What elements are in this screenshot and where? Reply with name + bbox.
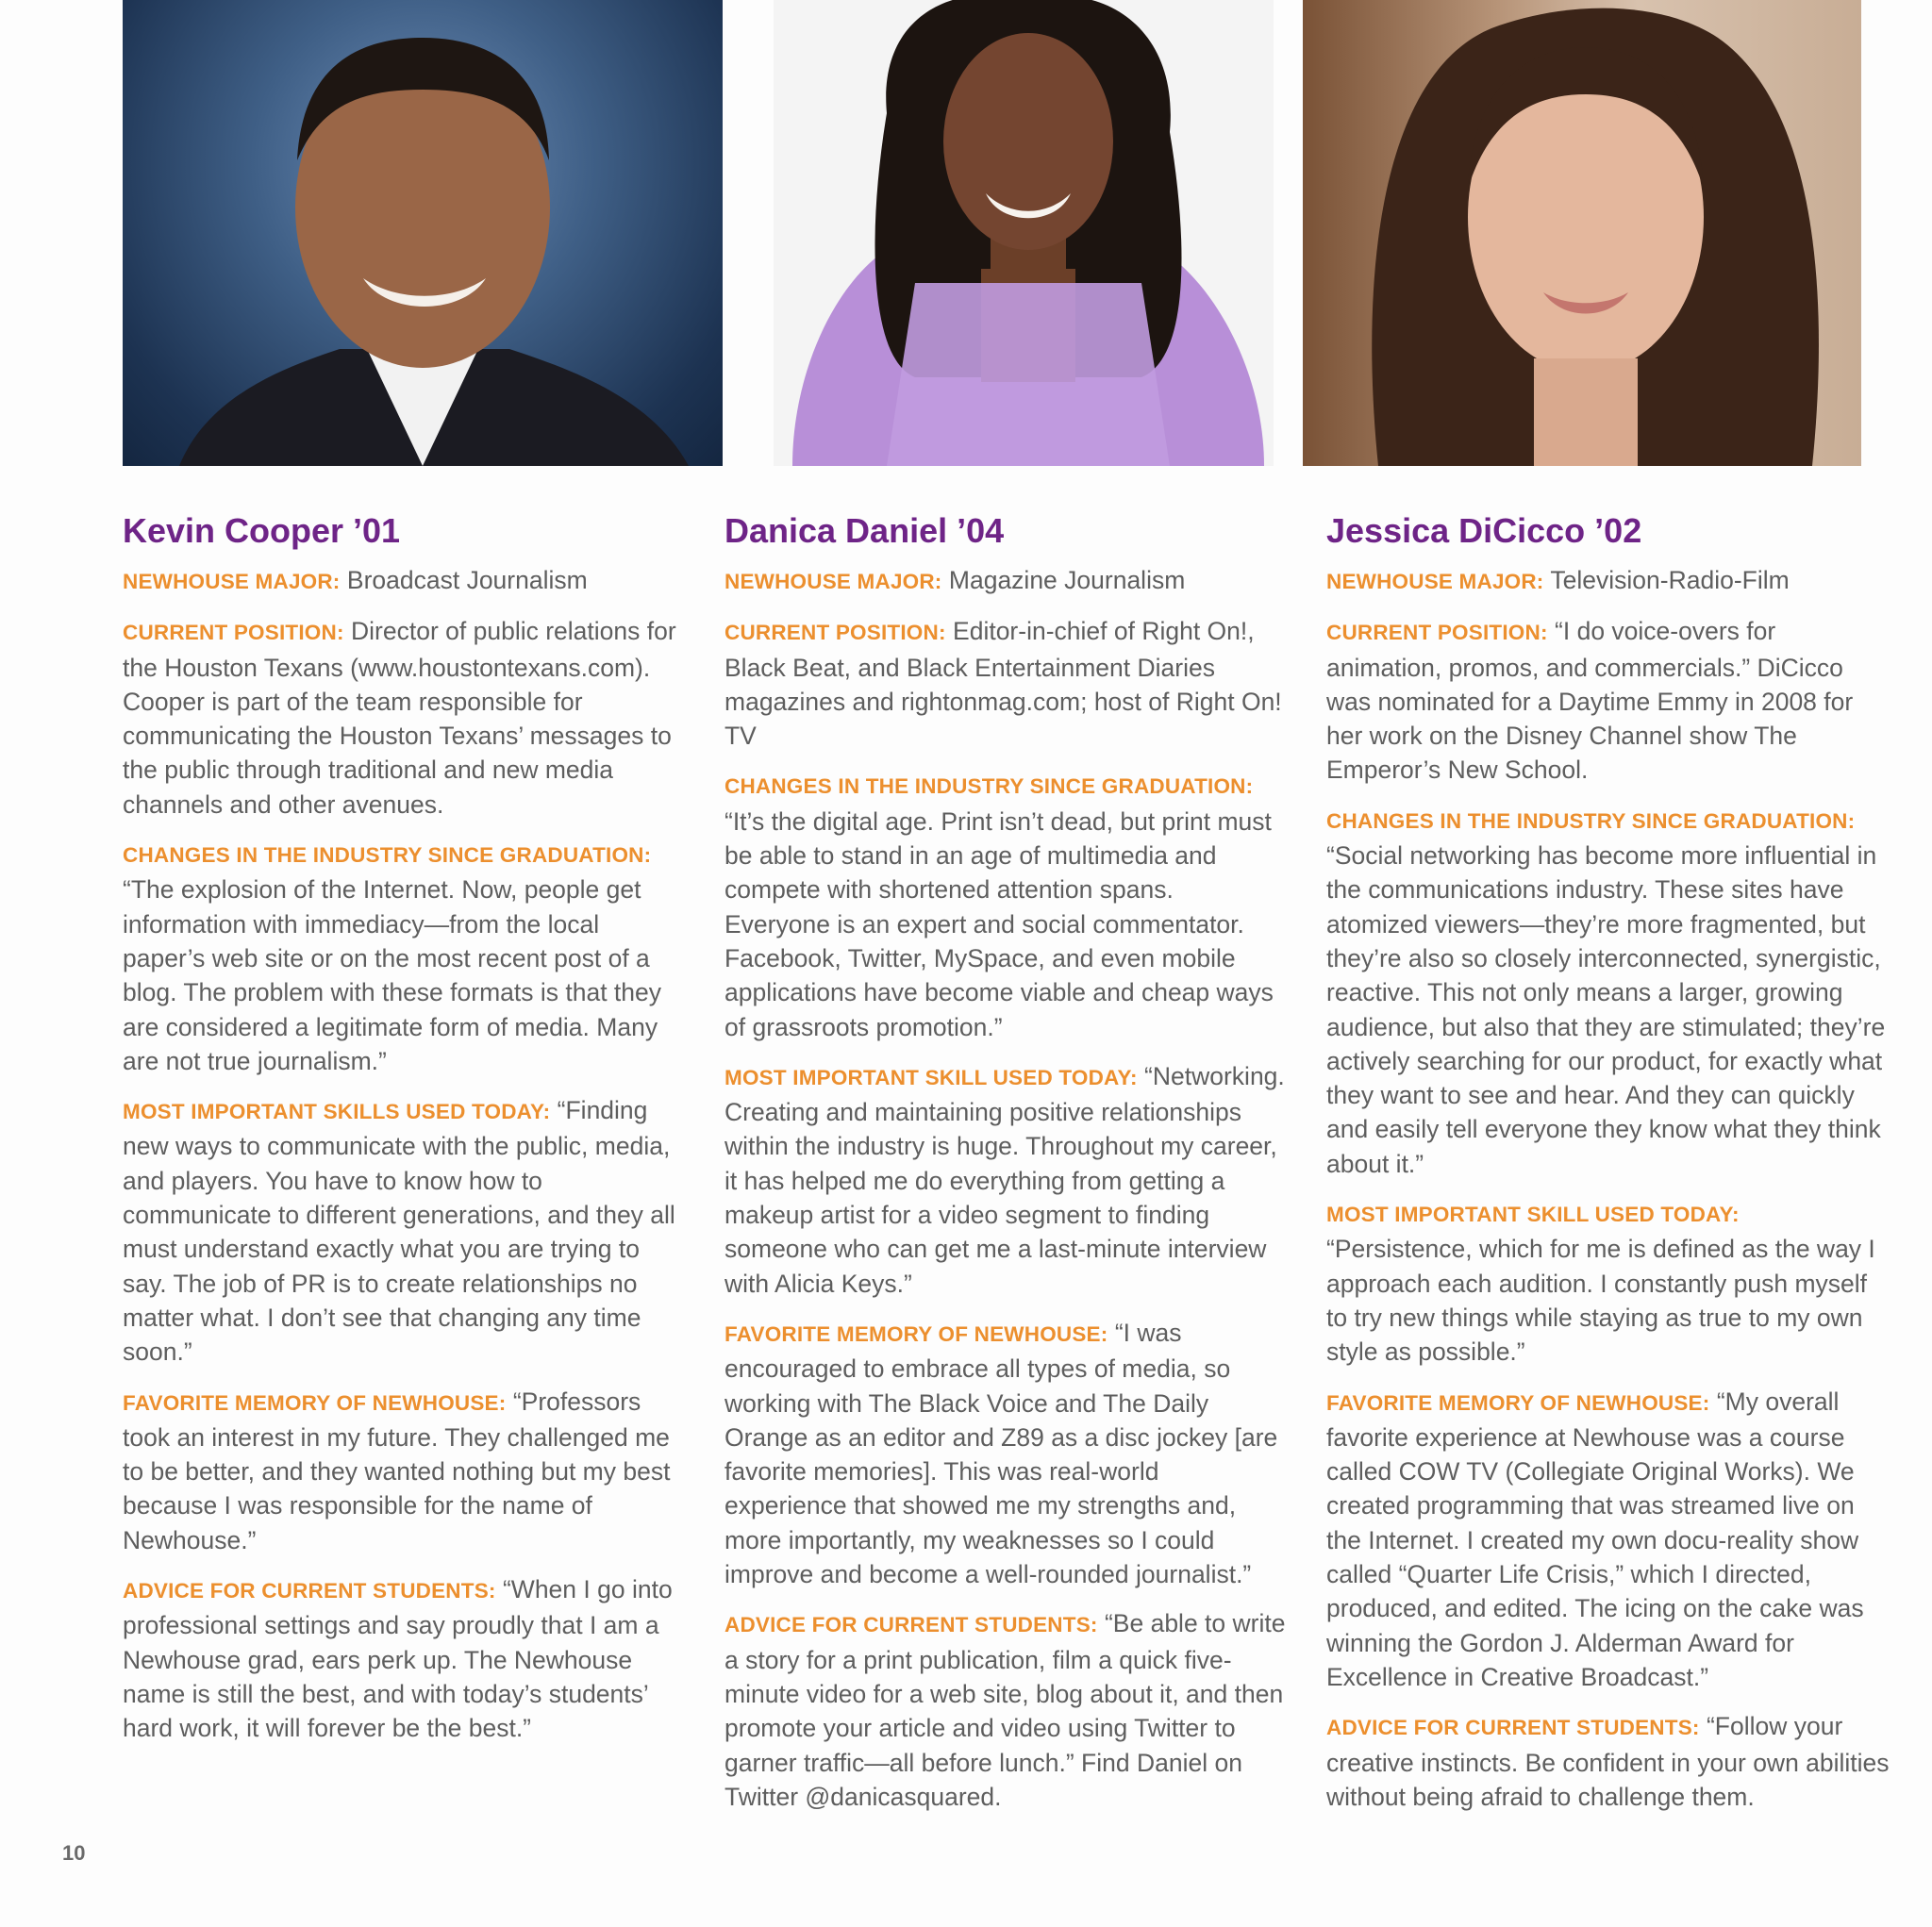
- jessica-dicicco-photo: [1303, 0, 1861, 466]
- skill-label: MOST IMPORTANT SKILLS USED TODAY:: [123, 1100, 551, 1124]
- changes-paragraph: [123, 837, 684, 1078]
- advice-paragraph: [1326, 1709, 1892, 1814]
- advice-value: “Be able to write a story for a print publication, film a quick five-minute video for a web site, blog about it, and then promote your article and video using Twitter to garner traffic—all before lunch.” Find Daniel on Twitter @danicasquared.: [724, 1609, 1286, 1811]
- position-paragraph: [123, 614, 684, 822]
- skill-paragraph: [724, 1059, 1286, 1301]
- major-paragraph: [1326, 563, 1892, 599]
- skill-value: “Persistence, which for me is defined as the way I approach each audition. I constantly push myself to try new things while staying as true to my own style as possible.”: [1326, 1235, 1875, 1367]
- major-paragraph: [123, 563, 684, 599]
- advice-paragraph: [123, 1572, 684, 1745]
- skill-paragraph: [123, 1093, 684, 1369]
- position-value: Director of public relations for the Houston Texans (www.houstontexans.com). Cooper is part of the team responsible for communicating the Houston Texans’ messages to the public through traditional and new media channels and other avenues.: [123, 617, 676, 819]
- profile-jessica-dicicco: [1326, 505, 1892, 1829]
- major-paragraph: [724, 563, 1286, 599]
- major-label: NEWHOUSE MAJOR:: [1326, 570, 1544, 593]
- advice-value: “Follow your creative instincts. Be confident in your own abilities without being afraid to challenge them.: [1326, 1712, 1890, 1811]
- memory-paragraph: [724, 1316, 1286, 1591]
- profile-name: Kevin Cooper ’01: [123, 511, 401, 550]
- major-value: Broadcast Journalism: [346, 566, 588, 594]
- profile-name: Jessica DiCicco ’02: [1326, 511, 1642, 550]
- memory-value: “My overall favorite experience at Newhouse was a course called COW TV (Collegiate Original Works). We created programming that was streamed live on the Internet. I created my own docu-reality show called “Quarter Life Crisis,” which I directed, produced, and edited. The icing on the cake was winning the Gordon J. Alderman Award for Excellence in Creative Broadcast.”: [1326, 1387, 1864, 1691]
- changes-value: “It’s the digital age. Print isn’t dead, but print must be able to stand in an age of multimedia and compete with shortened attention spans. Everyone is an expert and social commentator. Facebook, Twitter, MySpace, and even mobile applications have become viable and cheap ways of grassroots promotion.”: [724, 806, 1274, 1041]
- memory-label: FAVORITE MEMORY OF NEWHOUSE:: [1326, 1390, 1710, 1415]
- profile-name: Danica Daniel ’04: [724, 511, 1005, 550]
- changes-value: “The explosion of the Internet. Now, people get information with immediacy—from the local paper’s web site or on the most recent post of a blog. The problem with these formats is that they are considered a legitimate form of media. Many are not true journalism.”: [123, 875, 662, 1075]
- position-label: CURRENT POSITION:: [1326, 621, 1548, 645]
- profile-danica-daniel: [724, 505, 1286, 1829]
- major-value: Television-Radio-Film: [1550, 566, 1790, 594]
- skill-value: “Finding new ways to communicate with the public, media, and players. You have to know how to communicate to different generations, and they all must understand exactly what you are trying to say. The job of PR is to create relationships no matter what. I don’t see that changing any time soon.”: [123, 1096, 675, 1367]
- memory-paragraph: [123, 1385, 684, 1557]
- position-value: Editor-in-chief of Right On!, Black Beat, and Black Entertainment Diaries magazines and rightonmag.com; host of Right On! TV: [724, 617, 1282, 751]
- major-label: NEWHOUSE MAJOR:: [123, 570, 341, 593]
- portrait-icon: [1303, 0, 1861, 466]
- memory-paragraph: [1326, 1385, 1892, 1695]
- changes-label: CHANGES IN THE INDUSTRY SINCE GRADUATION:: [1326, 808, 1856, 833]
- major-value: Magazine Journalism: [948, 566, 1186, 594]
- changes-label: CHANGES IN THE INDUSTRY SINCE GRADUATION:: [123, 843, 652, 868]
- changes-paragraph: [724, 768, 1286, 1043]
- skill-value: “Networking. Creating and maintaining positive relationships within the industry is huge. Throughout my career, it has helped me do everything from getting a makeup artist for a video segment to finding someone who can get me a last-minute interview with Alicia Keys.”: [724, 1061, 1285, 1298]
- position-label: CURRENT POSITION:: [724, 621, 946, 645]
- skill-label: MOST IMPORTANT SKILL USED TODAY:: [1326, 1203, 1740, 1227]
- advice-paragraph: [724, 1606, 1286, 1814]
- advice-label: ADVICE FOR CURRENT STUDENTS:: [1326, 1716, 1700, 1740]
- page-number: 10: [62, 1841, 86, 1865]
- changes-label: CHANGES IN THE INDUSTRY SINCE GRADUATION:: [724, 774, 1254, 799]
- changes-value: “Social networking has become more influential in the communications industry. These sites have atomized viewers—they’re more fragmented, but they’re also so closely interconnected, synergistic, reactive. This not only means a larger, growing audience, but also that they are stimulated; they’re actively searching for our product, for exactly what they want to see and hear. And they can quickly and easily tell everyone they know what they think about it.”: [1326, 841, 1886, 1178]
- danica-daniel-photo: [774, 0, 1274, 466]
- memory-label: FAVORITE MEMORY OF NEWHOUSE:: [724, 1321, 1108, 1346]
- advice-value: “When I go into professional settings and say proudly that I am a Newhouse grad, ears perk up. The Newhouse name is still the best, and with today’s students’ hard work, it will forever be the best.”: [123, 1575, 673, 1743]
- memory-value: “I was encouraged to embrace all types of media, so working with The Black Voice and The Daily Orange as an editor and Z89 as a disc jockey [are favorite memories]. This was real-world experience that showed me my strengths and, more importantly, my weaknesses so I could improve and become a well-rounded journalist.”: [724, 1318, 1278, 1589]
- memory-label: FAVORITE MEMORY OF NEWHOUSE:: [123, 1390, 507, 1415]
- kevin-cooper-photo: [123, 0, 723, 466]
- skill-paragraph: [1326, 1196, 1892, 1369]
- advice-label: ADVICE FOR CURRENT STUDENTS:: [123, 1579, 496, 1603]
- major-label: NEWHOUSE MAJOR:: [724, 570, 942, 593]
- position-paragraph: [1326, 614, 1892, 787]
- skill-label: MOST IMPORTANT SKILL USED TODAY:: [724, 1065, 1138, 1089]
- position-label: CURRENT POSITION:: [123, 621, 344, 645]
- profile-kevin-cooper: [123, 505, 684, 1761]
- changes-paragraph: [1326, 803, 1892, 1181]
- portrait-icon: [774, 0, 1274, 466]
- position-value: “I do voice-overs for animation, promos, and commercials.” DiCicco was nominated for a Daytime Emmy in 2008 for her work on the Disney Channel show The Emperor’s New School.: [1326, 617, 1854, 785]
- position-paragraph: [724, 614, 1286, 753]
- advice-label: ADVICE FOR CURRENT STUDENTS:: [724, 1613, 1098, 1637]
- portrait-icon: [123, 0, 723, 466]
- memory-value: “Professors took an interest in my future. They challenged me to be better, and they wanted nothing but my best because I was responsible for the name of Newhouse.”: [123, 1387, 671, 1554]
